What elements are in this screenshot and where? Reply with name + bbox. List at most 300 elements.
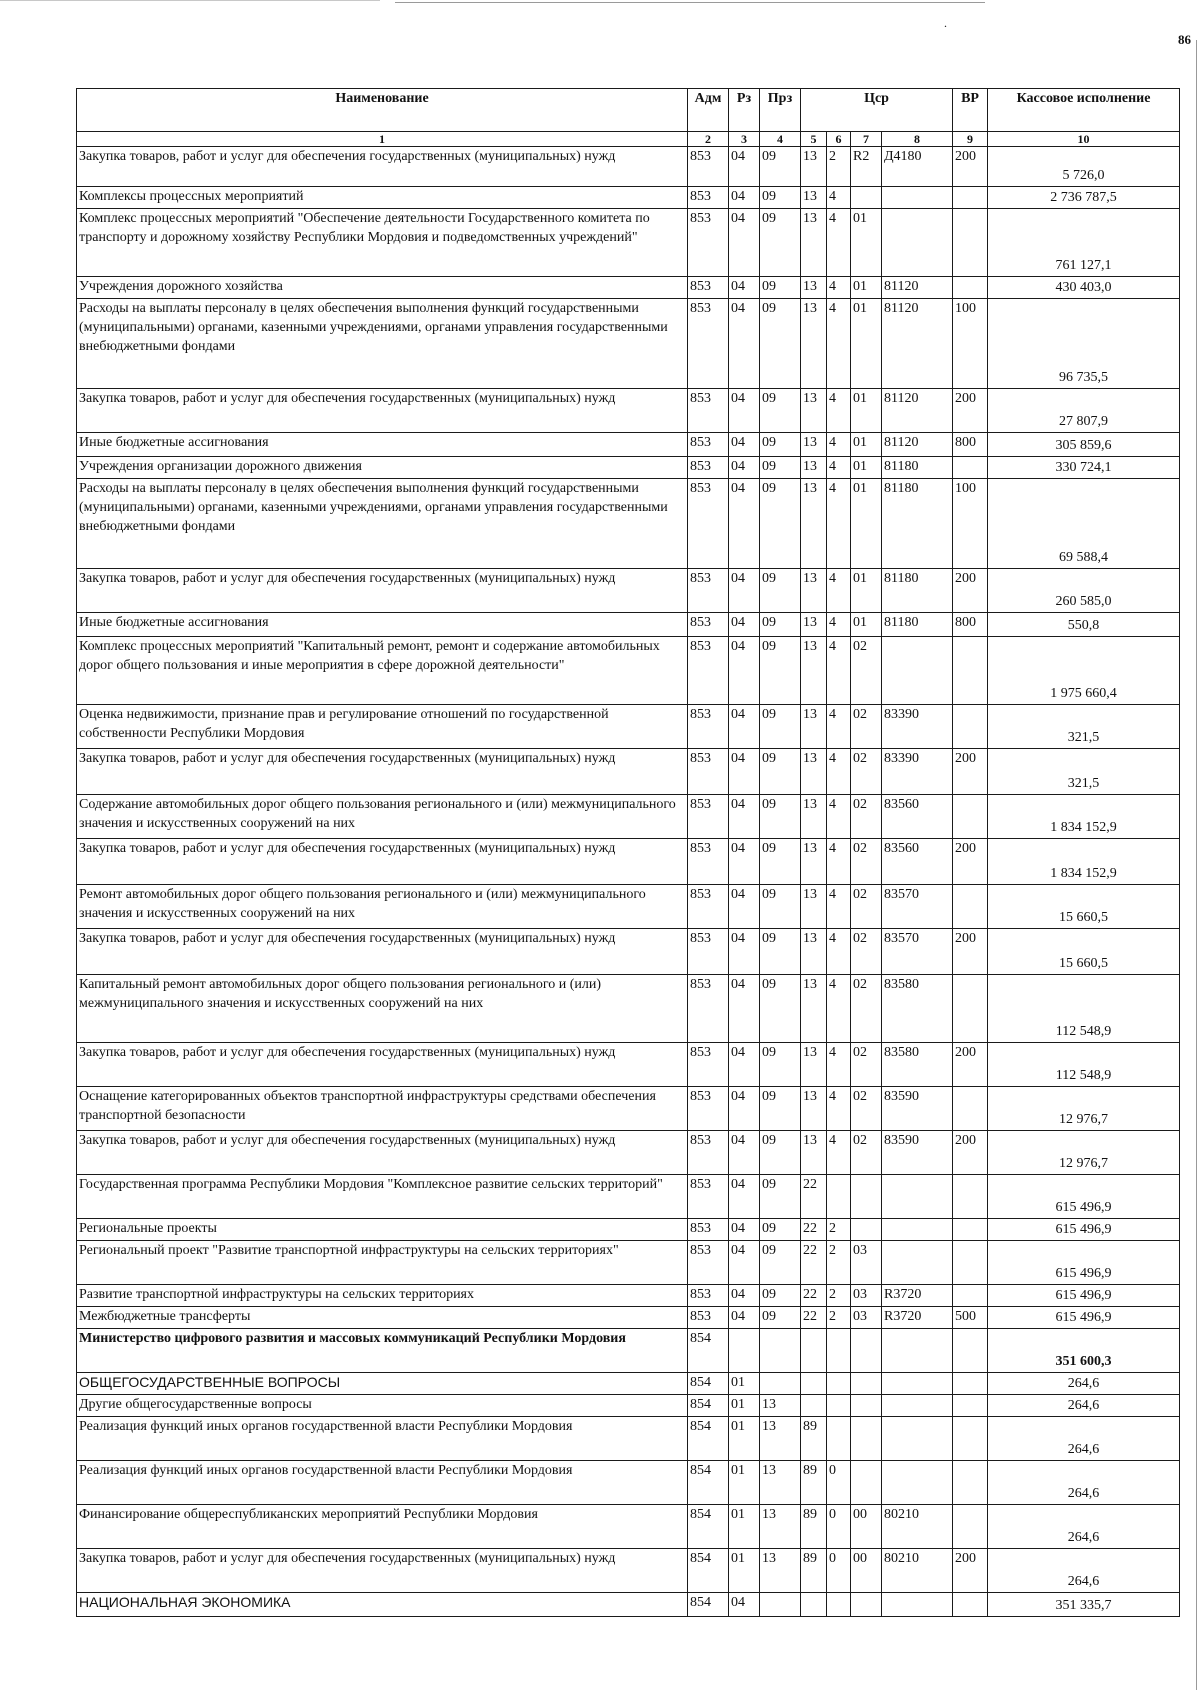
- cell-csr-program: 13: [801, 433, 827, 457]
- cell-csr-direction: [882, 1329, 953, 1373]
- cell-csr-program: 13: [801, 839, 827, 885]
- cell-prz: 13: [760, 1549, 801, 1593]
- cell-vr: [953, 975, 988, 1043]
- cell-csr-subprogram: 01: [851, 277, 882, 299]
- cell-adm: 853: [688, 795, 729, 839]
- cell-vr: [953, 885, 988, 929]
- cell-csr-type: 2: [827, 147, 851, 187]
- table-row: [77, 613, 1180, 637]
- cell-csr-type: 4: [827, 975, 851, 1043]
- cell-adm: 854: [688, 1549, 729, 1593]
- cell-csr-subprogram: [851, 1593, 882, 1617]
- cell-csr-program: [801, 1373, 827, 1395]
- cell-vr: 200: [953, 749, 988, 795]
- table-row: [77, 209, 1180, 277]
- cell-csr-type: [827, 1329, 851, 1373]
- cell-adm: 853: [688, 479, 729, 569]
- cell-csr-program: 13: [801, 705, 827, 749]
- row-name: ОБЩЕГОСУДАРСТВЕННЫЕ ВОПРОСЫ: [77, 1373, 688, 1395]
- table-row: [77, 299, 1180, 389]
- cell-vr: [953, 1395, 988, 1417]
- cell-vr: [953, 277, 988, 299]
- table-header: [77, 89, 1180, 132]
- cell-rz: 01: [729, 1549, 760, 1593]
- row-name: Закупка товаров, работ и услуг для обеспечения государственных (муниципальных) нужд: [77, 839, 688, 885]
- cell-amount: 264,6: [988, 1461, 1180, 1505]
- table-row: [77, 147, 1180, 187]
- table-row: [77, 457, 1180, 479]
- row-name: Комплекс процессных мероприятий "Капитальный ремонт, ремонт и содержание автомобильных дорог общего пользования и иные мероприятия в сфере дорожной деятельности": [77, 637, 688, 705]
- cell-prz: 09: [760, 299, 801, 389]
- row-name: Учреждения организации дорожного движения: [77, 457, 688, 479]
- cell-csr-direction: [882, 1417, 953, 1461]
- cell-amount: 264,6: [988, 1505, 1180, 1549]
- cell-amount: 96 735,5: [988, 299, 1180, 389]
- cell-csr-subprogram: 00: [851, 1549, 882, 1593]
- cell-csr-type: [827, 1593, 851, 1617]
- cell-csr-type: 4: [827, 277, 851, 299]
- table-row: [77, 569, 1180, 613]
- cell-prz: 09: [760, 929, 801, 975]
- cell-vr: 200: [953, 1131, 988, 1175]
- scan-edge-line: [0, 0, 380, 1]
- cell-rz: [729, 1329, 760, 1373]
- cell-adm: 853: [688, 1307, 729, 1329]
- cell-vr: 200: [953, 147, 988, 187]
- row-name: Закупка товаров, работ и услуг для обеспечения государственных (муниципальных) нужд: [77, 1043, 688, 1087]
- table-row: [77, 1373, 1180, 1395]
- cell-amount: 27 807,9: [988, 389, 1180, 433]
- cell-amount: 1 834 152,9: [988, 795, 1180, 839]
- table-row: [77, 1417, 1180, 1461]
- cell-amount: 264,6: [988, 1417, 1180, 1461]
- cell-amount: 321,5: [988, 749, 1180, 795]
- row-name: Реализация функций иных органов государственной власти Республики Мордовия: [77, 1417, 688, 1461]
- cell-vr: [953, 1175, 988, 1219]
- cell-csr-direction: 81180: [882, 569, 953, 613]
- cell-vr: 200: [953, 1043, 988, 1087]
- cell-csr-subprogram: 03: [851, 1285, 882, 1307]
- cell-amount: 1 834 152,9: [988, 839, 1180, 885]
- cell-amount: 15 660,5: [988, 929, 1180, 975]
- cell-rz: 04: [729, 929, 760, 975]
- row-name: Закупка товаров, работ и услуг для обеспечения государственных (муниципальных) нужд: [77, 147, 688, 187]
- cell-amount: 12 976,7: [988, 1087, 1180, 1131]
- row-name: Учреждения дорожного хозяйства: [77, 277, 688, 299]
- cell-csr-subprogram: 01: [851, 479, 882, 569]
- cell-vr: 200: [953, 569, 988, 613]
- cell-amount: 615 496,9: [988, 1219, 1180, 1241]
- cell-vr: [953, 1373, 988, 1395]
- cell-csr-direction: 83590: [882, 1131, 953, 1175]
- table-row: [77, 1175, 1180, 1219]
- cell-csr-program: 13: [801, 1087, 827, 1131]
- cell-amount: 260 585,0: [988, 569, 1180, 613]
- cell-vr: [953, 457, 988, 479]
- cell-adm: 853: [688, 457, 729, 479]
- cell-csr-direction: R3720: [882, 1307, 953, 1329]
- cell-amount: 761 127,1: [988, 209, 1180, 277]
- cell-amount: 351 335,7: [988, 1593, 1180, 1617]
- cell-csr-direction: 83560: [882, 839, 953, 885]
- cell-csr-type: 4: [827, 209, 851, 277]
- cell-rz: 04: [729, 457, 760, 479]
- cell-csr-direction: 81120: [882, 277, 953, 299]
- col-number: 8: [882, 132, 953, 147]
- cell-vr: 800: [953, 613, 988, 637]
- cell-rz: 04: [729, 1593, 760, 1617]
- cell-vr: [953, 1241, 988, 1285]
- cell-rz: 04: [729, 389, 760, 433]
- cell-amount: 12 976,7: [988, 1131, 1180, 1175]
- table-row: [77, 1241, 1180, 1285]
- cell-csr-type: 4: [827, 1131, 851, 1175]
- table-row: [77, 277, 1180, 299]
- row-name: Закупка товаров, работ и услуг для обеспечения государственных (муниципальных) нужд: [77, 929, 688, 975]
- table-row: [77, 389, 1180, 433]
- budget-table: [76, 88, 1180, 1617]
- cell-csr-type: 4: [827, 885, 851, 929]
- table-row: [77, 1593, 1180, 1617]
- cell-prz: 09: [760, 1043, 801, 1087]
- cell-csr-type: 4: [827, 299, 851, 389]
- cell-csr-subprogram: 02: [851, 1043, 882, 1087]
- table-row: [77, 187, 1180, 209]
- cell-amount: 112 548,9: [988, 975, 1180, 1043]
- cell-adm: 853: [688, 839, 729, 885]
- cell-amount: 264,6: [988, 1395, 1180, 1417]
- cell-csr-subprogram: 01: [851, 389, 882, 433]
- cell-vr: [953, 1461, 988, 1505]
- cell-adm: 853: [688, 433, 729, 457]
- cell-prz: 09: [760, 637, 801, 705]
- cell-csr-subprogram: [851, 1395, 882, 1417]
- cell-csr-type: 4: [827, 1043, 851, 1087]
- cell-prz: 09: [760, 1219, 801, 1241]
- cell-csr-subprogram: 03: [851, 1241, 882, 1285]
- cell-csr-program: 13: [801, 479, 827, 569]
- cell-prz: 09: [760, 839, 801, 885]
- cell-csr-subprogram: [851, 1417, 882, 1461]
- cell-csr-type: 2: [827, 1307, 851, 1329]
- table-row: [77, 1461, 1180, 1505]
- row-name: Оценка недвижимости, признание прав и регулирование отношений по государственной собственности Республики Мордовия: [77, 705, 688, 749]
- table-row: [77, 1219, 1180, 1241]
- col-number: 6: [827, 132, 851, 147]
- cell-adm: 854: [688, 1505, 729, 1549]
- cell-csr-direction: [882, 1395, 953, 1417]
- cell-rz: 04: [729, 569, 760, 613]
- cell-csr-subprogram: 02: [851, 705, 882, 749]
- cell-vr: 500: [953, 1307, 988, 1329]
- cell-csr-program: 13: [801, 187, 827, 209]
- cell-adm: 853: [688, 209, 729, 277]
- row-name: Развитие транспортной инфраструктуры на сельских территориях: [77, 1285, 688, 1307]
- cell-csr-program: 22: [801, 1307, 827, 1329]
- cell-csr-type: 2: [827, 1241, 851, 1285]
- cell-vr: [953, 187, 988, 209]
- cell-csr-program: 13: [801, 389, 827, 433]
- cell-csr-program: 13: [801, 457, 827, 479]
- cell-prz: 09: [760, 457, 801, 479]
- cell-adm: 853: [688, 299, 729, 389]
- cell-csr-subprogram: 02: [851, 975, 882, 1043]
- cell-rz: 04: [729, 885, 760, 929]
- cell-rz: 04: [729, 147, 760, 187]
- cell-csr-subprogram: [851, 1373, 882, 1395]
- cell-prz: 09: [760, 433, 801, 457]
- cell-csr-program: 13: [801, 299, 827, 389]
- cell-csr-program: 22: [801, 1175, 827, 1219]
- row-name: Финансирование общереспубликанских мероприятий Республики Мордовия: [77, 1505, 688, 1549]
- cell-csr-type: [827, 1395, 851, 1417]
- cell-csr-type: 4: [827, 569, 851, 613]
- cell-adm: 853: [688, 1043, 729, 1087]
- cell-amount: 264,6: [988, 1373, 1180, 1395]
- cell-csr-direction: [882, 1593, 953, 1617]
- row-name: Расходы на выплаты персоналу в целях обеспечения выполнения функций государственными (муниципальными) органами, казенными учреждениями, органами управления государственными внебюджетными фондами: [77, 299, 688, 389]
- cell-adm: 853: [688, 1285, 729, 1307]
- cell-adm: 854: [688, 1329, 729, 1373]
- cell-prz: 09: [760, 885, 801, 929]
- cell-csr-direction: 83580: [882, 1043, 953, 1087]
- cell-csr-program: 13: [801, 885, 827, 929]
- cell-csr-direction: [882, 209, 953, 277]
- col-number: 5: [801, 132, 827, 147]
- table-row: [77, 1395, 1180, 1417]
- cell-rz: 04: [729, 749, 760, 795]
- cell-rz: 01: [729, 1417, 760, 1461]
- cell-rz: 01: [729, 1505, 760, 1549]
- cell-csr-direction: 81120: [882, 389, 953, 433]
- cell-csr-type: [827, 1417, 851, 1461]
- cell-rz: 04: [729, 187, 760, 209]
- cell-prz: 09: [760, 749, 801, 795]
- cell-amount: 430 403,0: [988, 277, 1180, 299]
- cell-amount: 305 859,6: [988, 433, 1180, 457]
- cell-vr: [953, 1505, 988, 1549]
- cell-rz: 04: [729, 433, 760, 457]
- row-name: Комплекс процессных мероприятий "Обеспечение деятельности Государственного комитета по транспорту и дорожному хозяйству Республики Мордовия и подведомственных учреждений": [77, 209, 688, 277]
- cell-amount: 15 660,5: [988, 885, 1180, 929]
- cell-prz: 09: [760, 209, 801, 277]
- cell-adm: 854: [688, 1593, 729, 1617]
- cell-csr-type: [827, 1175, 851, 1219]
- cell-csr-program: 13: [801, 749, 827, 795]
- row-name: Ремонт автомобильных дорог общего пользования регионального и (или) межмуниципального значения и искусственных сооружений на них: [77, 885, 688, 929]
- cell-vr: [953, 795, 988, 839]
- cell-amount: 264,6: [988, 1549, 1180, 1593]
- scan-mark: .: [944, 16, 947, 30]
- cell-csr-subprogram: 02: [851, 637, 882, 705]
- cell-adm: 853: [688, 749, 729, 795]
- cell-csr-program: 13: [801, 569, 827, 613]
- row-name: Капитальный ремонт автомобильных дорог общего пользования регионального и (или) межмуниципального значения и искусственных сооружений на них: [77, 975, 688, 1043]
- cell-vr: 100: [953, 299, 988, 389]
- cell-prz: 09: [760, 1307, 801, 1329]
- cell-csr-subprogram: [851, 1329, 882, 1373]
- cell-adm: 853: [688, 705, 729, 749]
- col-number: 3: [729, 132, 760, 147]
- row-name: Иные бюджетные ассигнования: [77, 433, 688, 457]
- cell-csr-direction: 83570: [882, 885, 953, 929]
- cell-amount: 550,8: [988, 613, 1180, 637]
- cell-csr-subprogram: 00: [851, 1505, 882, 1549]
- table-row: [77, 749, 1180, 795]
- cell-vr: 200: [953, 839, 988, 885]
- cell-prz: 09: [760, 975, 801, 1043]
- col-number: 4: [760, 132, 801, 147]
- row-name: Закупка товаров, работ и услуг для обеспечения государственных (муниципальных) нужд: [77, 389, 688, 433]
- cell-csr-type: 4: [827, 839, 851, 885]
- cell-rz: 04: [729, 1087, 760, 1131]
- cell-csr-program: 13: [801, 975, 827, 1043]
- cell-csr-direction: [882, 1175, 953, 1219]
- row-name: Оснащение категорированных объектов транспортной инфраструктуры средствами обеспечения транспортной безопасности: [77, 1087, 688, 1131]
- cell-csr-type: 4: [827, 613, 851, 637]
- cell-csr-subprogram: R2: [851, 147, 882, 187]
- cell-csr-program: [801, 1395, 827, 1417]
- cell-prz: 09: [760, 705, 801, 749]
- page-number: 86: [1178, 32, 1191, 47]
- cell-csr-type: 4: [827, 705, 851, 749]
- table-row: [77, 705, 1180, 749]
- cell-prz: 09: [760, 389, 801, 433]
- cell-csr-subprogram: [851, 1461, 882, 1505]
- cell-csr-program: 13: [801, 1043, 827, 1087]
- cell-rz: 04: [729, 1131, 760, 1175]
- table-row: [77, 839, 1180, 885]
- col-number: 10: [988, 132, 1180, 147]
- table-row: [77, 637, 1180, 705]
- cell-csr-type: 2: [827, 1219, 851, 1241]
- cell-adm: 853: [688, 569, 729, 613]
- row-name: Закупка товаров, работ и услуг для обеспечения государственных (муниципальных) нужд: [77, 1131, 688, 1175]
- cell-csr-program: 13: [801, 929, 827, 975]
- cell-csr-subprogram: 03: [851, 1307, 882, 1329]
- cell-csr-type: 4: [827, 929, 851, 975]
- cell-vr: [953, 1329, 988, 1373]
- cell-prz: 09: [760, 1087, 801, 1131]
- row-name: НАЦИОНАЛЬНАЯ ЭКОНОМИКА: [77, 1593, 688, 1617]
- cell-csr-direction: [882, 1241, 953, 1285]
- cell-adm: 854: [688, 1461, 729, 1505]
- table-row: [77, 929, 1180, 975]
- col-number: 9: [953, 132, 988, 147]
- table-row: [77, 1329, 1180, 1373]
- cell-csr-subprogram: 02: [851, 885, 882, 929]
- cell-csr-type: 4: [827, 479, 851, 569]
- cell-csr-subprogram: 01: [851, 457, 882, 479]
- cell-csr-direction: 81120: [882, 299, 953, 389]
- cell-vr: [953, 1219, 988, 1241]
- row-name: Закупка товаров, работ и услуг для обеспечения государственных (муниципальных) нужд: [77, 1549, 688, 1593]
- scan-edge-line: [395, 2, 985, 3]
- cell-prz: [760, 1593, 801, 1617]
- cell-prz: 13: [760, 1461, 801, 1505]
- cell-csr-direction: 80210: [882, 1549, 953, 1593]
- cell-prz: 09: [760, 795, 801, 839]
- row-name: Закупка товаров, работ и услуг для обеспечения государственных (муниципальных) нужд: [77, 749, 688, 795]
- cell-rz: 04: [729, 637, 760, 705]
- cell-csr-direction: [882, 637, 953, 705]
- cell-adm: 853: [688, 1241, 729, 1285]
- cell-amount: 1 975 660,4: [988, 637, 1180, 705]
- cell-vr: [953, 1285, 988, 1307]
- row-name: Расходы на выплаты персоналу в целях обеспечения выполнения функций государственными (муниципальными) органами, казенными учреждениями, органами управления государственными внебюджетными фондами: [77, 479, 688, 569]
- cell-csr-type: 4: [827, 795, 851, 839]
- column-numbers: [77, 132, 1180, 147]
- header-vr: ВР: [953, 89, 988, 132]
- row-name: Министерство цифрового развития и массовых коммуникаций Республики Мордовия: [77, 1329, 688, 1373]
- cell-csr-subprogram: 02: [851, 795, 882, 839]
- table-row: [77, 1131, 1180, 1175]
- table-row: [77, 885, 1180, 929]
- row-name: Содержание автомобильных дорог общего пользования регионального и (или) межмуниципального значения и искусственных сооружений на них: [77, 795, 688, 839]
- cell-prz: 09: [760, 569, 801, 613]
- cell-prz: 09: [760, 1131, 801, 1175]
- cell-csr-direction: [882, 1461, 953, 1505]
- cell-vr: 200: [953, 389, 988, 433]
- cell-csr-direction: [882, 1219, 953, 1241]
- cell-csr-direction: 83390: [882, 749, 953, 795]
- cell-amount: 615 496,9: [988, 1307, 1180, 1329]
- table-row: [77, 1307, 1180, 1329]
- cell-rz: 04: [729, 1175, 760, 1219]
- cell-prz: 09: [760, 479, 801, 569]
- cell-csr-direction: 83590: [882, 1087, 953, 1131]
- cell-csr-type: 4: [827, 389, 851, 433]
- cell-csr-program: 22: [801, 1219, 827, 1241]
- cell-vr: [953, 637, 988, 705]
- table-row: [77, 975, 1180, 1043]
- cell-prz: 09: [760, 613, 801, 637]
- cell-csr-type: 4: [827, 187, 851, 209]
- cell-rz: 01: [729, 1395, 760, 1417]
- cell-adm: 854: [688, 1373, 729, 1395]
- cell-adm: 853: [688, 975, 729, 1043]
- cell-csr-program: 89: [801, 1461, 827, 1505]
- cell-prz: 09: [760, 1285, 801, 1307]
- header-csr: Цср: [801, 89, 953, 132]
- cell-amount: 615 496,9: [988, 1241, 1180, 1285]
- row-name: Региональные проекты: [77, 1219, 688, 1241]
- cell-csr-subprogram: 01: [851, 613, 882, 637]
- col-number: 1: [77, 132, 688, 147]
- cell-csr-type: 4: [827, 1087, 851, 1131]
- cell-amount: 5 726,0: [988, 147, 1180, 187]
- cell-csr-program: 13: [801, 613, 827, 637]
- cell-csr-subprogram: 02: [851, 749, 882, 795]
- cell-csr-type: 4: [827, 637, 851, 705]
- cell-rz: 01: [729, 1461, 760, 1505]
- cell-amount: 112 548,9: [988, 1043, 1180, 1087]
- cell-csr-type: 0: [827, 1461, 851, 1505]
- cell-prz: [760, 1373, 801, 1395]
- cell-csr-direction: 83580: [882, 975, 953, 1043]
- cell-csr-type: 4: [827, 457, 851, 479]
- cell-adm: 853: [688, 1087, 729, 1131]
- cell-csr-direction: 81180: [882, 457, 953, 479]
- table-row: [77, 1505, 1180, 1549]
- cell-prz: 13: [760, 1417, 801, 1461]
- cell-csr-program: [801, 1329, 827, 1373]
- scan-edge-line: [1196, 40, 1197, 1690]
- cell-csr-type: 0: [827, 1549, 851, 1593]
- cell-rz: 04: [729, 839, 760, 885]
- cell-vr: [953, 1417, 988, 1461]
- cell-csr-program: 13: [801, 795, 827, 839]
